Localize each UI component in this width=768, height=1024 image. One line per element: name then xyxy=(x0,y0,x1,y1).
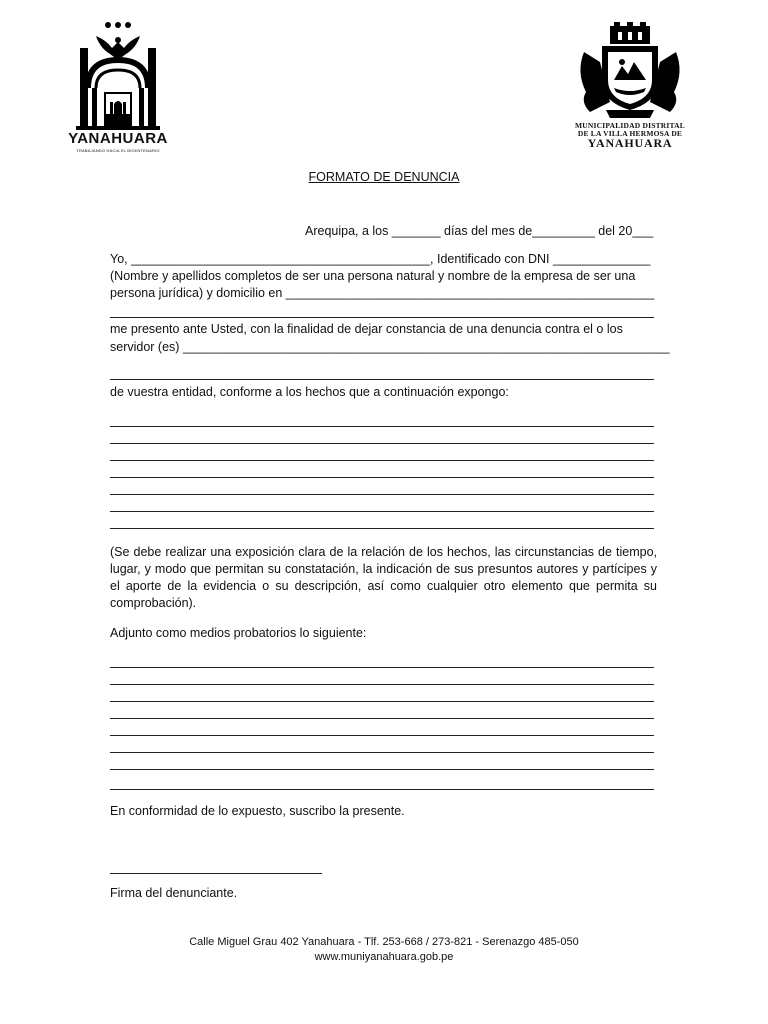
line-presento: me presento ante Usted, con la finalidad de dejar constancia de una denuncia contra el o los xyxy=(110,322,623,336)
blank-line xyxy=(110,511,654,512)
blank-line xyxy=(110,667,654,668)
muni-line-3: YANAHUARA xyxy=(587,136,673,150)
municipal-coat-of-arms-icon xyxy=(570,22,690,120)
yanahuara-arch-logo-icon xyxy=(62,18,174,130)
date-line: Arequipa, a los _______ días del mes de_________ del 20___ xyxy=(305,224,654,238)
blank-line xyxy=(110,477,654,478)
muni-line-2: DE LA VILLA HERMOSA DE xyxy=(577,128,683,138)
line-entidad: de vuestra entidad, conforme a los hechos que a continuación expongo: xyxy=(110,385,509,399)
blank-line xyxy=(110,528,654,529)
blank-line xyxy=(110,443,654,444)
blank-line xyxy=(110,718,654,719)
blank-line xyxy=(110,460,654,461)
line-servidor: servidor (es) ______________________________________________________________________ xyxy=(110,340,670,354)
muni-line-1: MUNICIPALIDAD DISTRITAL xyxy=(575,121,685,130)
signature-label: Firma del denunciante. xyxy=(110,886,238,900)
blank-line xyxy=(110,379,654,380)
brand-name: YANAHUARA xyxy=(68,130,168,147)
municipal-logo xyxy=(570,22,690,152)
yanahuara-logo xyxy=(62,18,174,158)
line-nombre: (Nombre y apellidos completos de ser una persona natural y nombre de la empresa de ser una xyxy=(110,269,636,283)
note-paragraph: (Se debe realizar una exposición clara de la relación de los hechos, las circunstancias de tiempo, lugar, y modo que permitan su constatación, la indicación de sus presuntos autores y partícipes y el aporte de la evidencia o su descripción, así como cualquier otro elemento que permita su comprobación). xyxy=(110,545,657,610)
document-title: FORMATO DE DENUNCIA xyxy=(308,170,460,184)
blank-line xyxy=(110,752,654,753)
signature-line xyxy=(110,873,322,874)
adjunto-line: Adjunto como medios probatorios lo siguiente: xyxy=(110,626,367,640)
blank-line xyxy=(110,769,654,770)
blank-line xyxy=(110,317,654,318)
blank-line xyxy=(110,684,654,685)
footer-website: www.muniyanahuara.gob.pe xyxy=(314,951,454,963)
blank-line xyxy=(110,789,654,790)
blank-line xyxy=(110,735,654,736)
conformidad-line: En conformidad de lo expuesto, suscribo la presente. xyxy=(110,804,405,818)
line-juridica: persona jurídica) y domicilio en _____________________________________________________ xyxy=(110,286,655,300)
footer-address: Calle Miguel Grau 402 Yanahuara - Tlf. 253-668 / 273-821 - Serenazgo 485-050 xyxy=(189,936,579,948)
blank-line xyxy=(110,494,654,495)
line-yo: Yo, ___________________________________________, Identificado con DNI ______________ xyxy=(110,252,651,266)
brand-tagline: TRABAJANDO HACIA EL BICENTENARIO xyxy=(76,148,160,153)
blank-line xyxy=(110,426,654,427)
blank-line xyxy=(110,701,654,702)
